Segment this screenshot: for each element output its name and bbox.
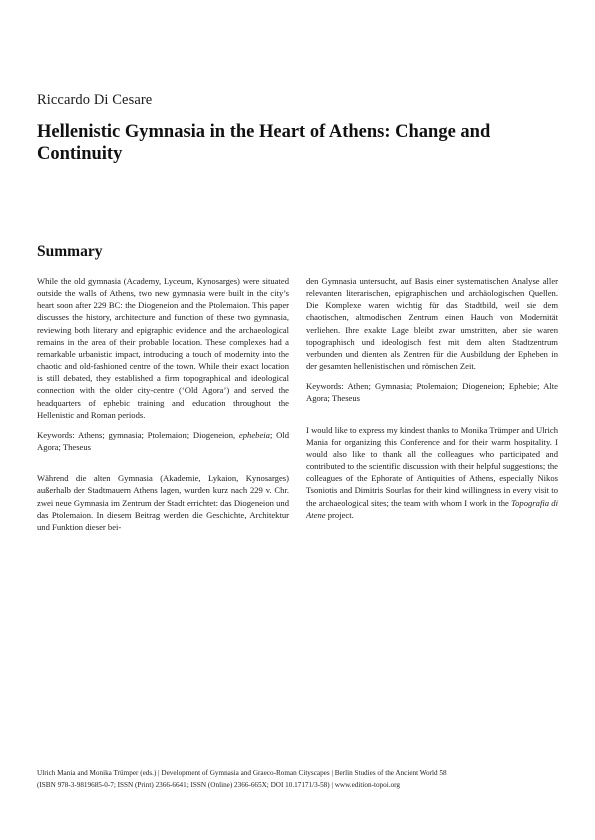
keywords-english-prefix: Keywords: Athens; gymnasia; Ptolemaion; Diogeneion, [37,429,239,440]
left-column [37,275,289,533]
acknowledgements-italic: Topografia di Atene [306,497,558,520]
keywords-english-suffix: ; Old Agora; Theseus [37,429,289,453]
keywords-english [37,429,289,453]
abstract-german-part-1: Während die alten Gymnasia (Akademie, Lykaion, Kynosarges) außerhalb der Stadtmauern Athens lagen, wurden kurz nach 229 v. Chr. zwei neue Gymnasia im Zentrum der Stadt errichtet: das Diogeneion und das Ptolemaion. In diesem Beitrag werden die Geschichte, Architektur und Funktion dieser bei- [37,473,289,532]
summary-heading: Summary [37,243,103,260]
keywords-german: Keywords: Athen; Gymnasia; Ptolemaion; Diogeneion; Ephebie; Alte Agora; Theseus [306,381,558,404]
acknowledgements [306,424,558,521]
abstract-english: While the old gymnasia (Academy, Lyceum, Kynosarges) were situated outside the walls of Athens, two new gymnasia were built in the city’s heart soon after 229 BC: the Diogeneion and the Ptolemaion. This paper discusses the history, architecture and function of these two gymnasia, reviewing both literary and epigraphic evidence and the archaeological remains in the area of their probable location. These complexes had a remarkable urbanistic impact, introducing a touch of modernity into the chaotic and old-fashioned centre of the town. While their exact location is still debated, they established a firm topographical and ideological connection with the older city-centre (‘Old Agora’) and served the headquarters of ephebic training and education throughout the Hellenistic and Roman periods. [37,276,289,420]
acknowledgements-main: I would like to express my kindest thanks to Monika Trümper and Ulrich Mania for organizing this Conference and for their warm hospitality. I would also like to thank all the colleagues who participated and contributed to the scientific discussion with their helpful suggestions; the colleagues of the Ephorate of Antiquities of Athens, especially Nikos Tsoniotis and Dimitris Sourlas for their kind willingness in every visit to the archaeological sites; the team with whom I work in the [306,424,558,508]
author-name: Riccardo Di Cesare [37,92,153,108]
footer-citation: Ulrich Mania and Monika Trümper (eds.) | Development of Gymnasia and Graeco-Roman Cityscapes | Berlin Studies of the Ancient World 58 [37,769,447,777]
acknowledgements-end: project. [325,509,354,520]
article-title: Hellenistic Gymnasia in the Heart of Athens: Change and Continuity [37,122,491,165]
page-footer [37,768,567,791]
keywords-english-italic: ephebeia [238,429,270,440]
right-column [306,275,558,521]
abstract-german-part-2: den Gymnasia untersucht, auf Basis einer systematischen Analyse aller relevanten literarischen, epigraphischen und archäologischen Quellen. Die Komplexe waren wichtig für das Stadtbild, weil sie dem chaotischen, altmodischen Zentrum einen Hauch von Modernität verliehen. Ihre exakte Lage bleibt zwar umstritten, aber sie waren topographisch und ideologisch fest mit dem alten Stadtzentrum verbunden und dienten als Zentren für die Ausbildung der Epheben in der gesamten hellenistischen und römischen Zeit. [306,276,558,372]
footer-identifiers: (ISBN 978-3-9819685-0-7; ISSN (Print) 2366-6641; ISSN (Online) 2366-665X; DOI 10.17171/3-58) | www.edition-topoi.org [37,780,400,789]
